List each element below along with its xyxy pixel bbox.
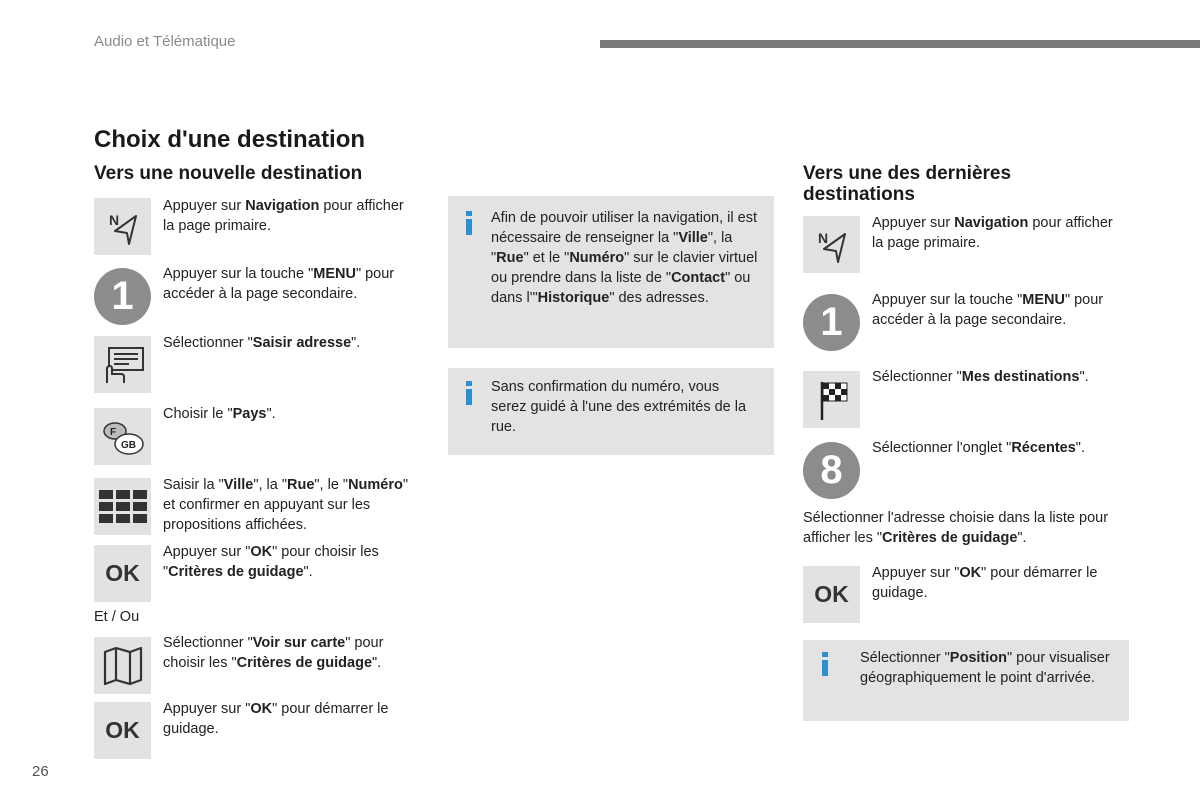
info-icon — [464, 381, 476, 410]
info-icon — [464, 211, 476, 240]
map-icon — [94, 637, 151, 694]
info-box-navigation — [448, 196, 774, 348]
step-text: Sélectionner "Saisir adresse". — [163, 335, 361, 351]
ok-icon: OK — [94, 702, 151, 759]
info-text: Sans confirmation du numéro, vous serez guidé à l'une des extrémités de la rue. — [491, 379, 747, 435]
step-text: Choisir le "Pays". — [163, 406, 276, 422]
info-text: Afin de pouvoir utiliser la navigation, il est nécessaire de renseigner la "Ville", la "Rue" et le "Numéro" sur le clavier virtuel ou prendre dans la liste de "Contact" ou dans l'"Historique" des adresses. — [491, 210, 758, 306]
step-text: Appuyer sur "OK" pour démarrer le guidage. — [163, 701, 389, 737]
page-title: Choix d'une destination — [94, 126, 366, 153]
step-text: Appuyer sur la touche "MENU" pour accéder à la page secondaire. — [872, 292, 1104, 328]
svg-text:N: N — [108, 211, 119, 228]
step-text: Sélectionner "Mes destinations". — [872, 369, 1089, 385]
step-text: Appuyer sur la touche "MENU" pour accéder à la page secondaire. — [163, 266, 395, 302]
right-subtitle: Vers une des dernières destinations — [803, 163, 1012, 205]
step-text: Appuyer sur "OK" pour choisir les "Critères de guidage". — [163, 544, 379, 580]
step-text: Appuyer sur Navigation pour afficher la page primaire. — [872, 215, 1113, 251]
svg-text:N: N — [817, 229, 828, 246]
country-label-f: F — [109, 426, 116, 438]
info-box-position — [803, 640, 1129, 721]
step-number-1: 1 — [94, 268, 151, 325]
step-number-8: 8 — [803, 442, 860, 499]
step-text: Sélectionner "Voir sur carte" pour choisir les "Critères de guidage". — [163, 635, 384, 671]
page-number: 26 — [32, 763, 49, 780]
step-text: Sélectionner l'onglet "Récentes". — [872, 440, 1085, 456]
step-text: Appuyer sur "OK" pour démarrer le guidage. — [872, 565, 1098, 601]
left-subtitle: Vers une nouvelle destination — [94, 163, 363, 184]
navigation-icon — [94, 198, 151, 255]
navigation-icon — [803, 216, 860, 273]
info-text: Sélectionner "Position" pour visualiser géographiquement le point d'arrivée. — [860, 650, 1110, 686]
paragraph-text: Sélectionner l'adresse choisie dans la liste pour afficher les "Critères de guidage". — [803, 510, 1109, 546]
step-number-1: 1 — [803, 294, 860, 351]
flag-icon — [803, 371, 860, 428]
ok-icon: OK — [94, 545, 151, 602]
info-icon — [820, 652, 832, 681]
country-label-gb: GB — [120, 439, 136, 451]
country-icon — [94, 408, 151, 465]
address-entry-icon — [94, 336, 151, 393]
step-text: Appuyer sur Navigation pour afficher la page primaire. — [163, 198, 404, 234]
ok-icon: OK — [803, 566, 860, 623]
header-bar — [600, 40, 1200, 48]
separator-text: Et / Ou — [94, 609, 140, 625]
info-box-number — [448, 368, 774, 455]
keyboard-icon — [94, 478, 151, 535]
step-text: Saisir la "Ville", la "Rue", le "Numéro" et confirmer en appuyant sur les propositions affichées. — [163, 477, 409, 533]
section-title: Audio et Télématique — [94, 33, 236, 50]
